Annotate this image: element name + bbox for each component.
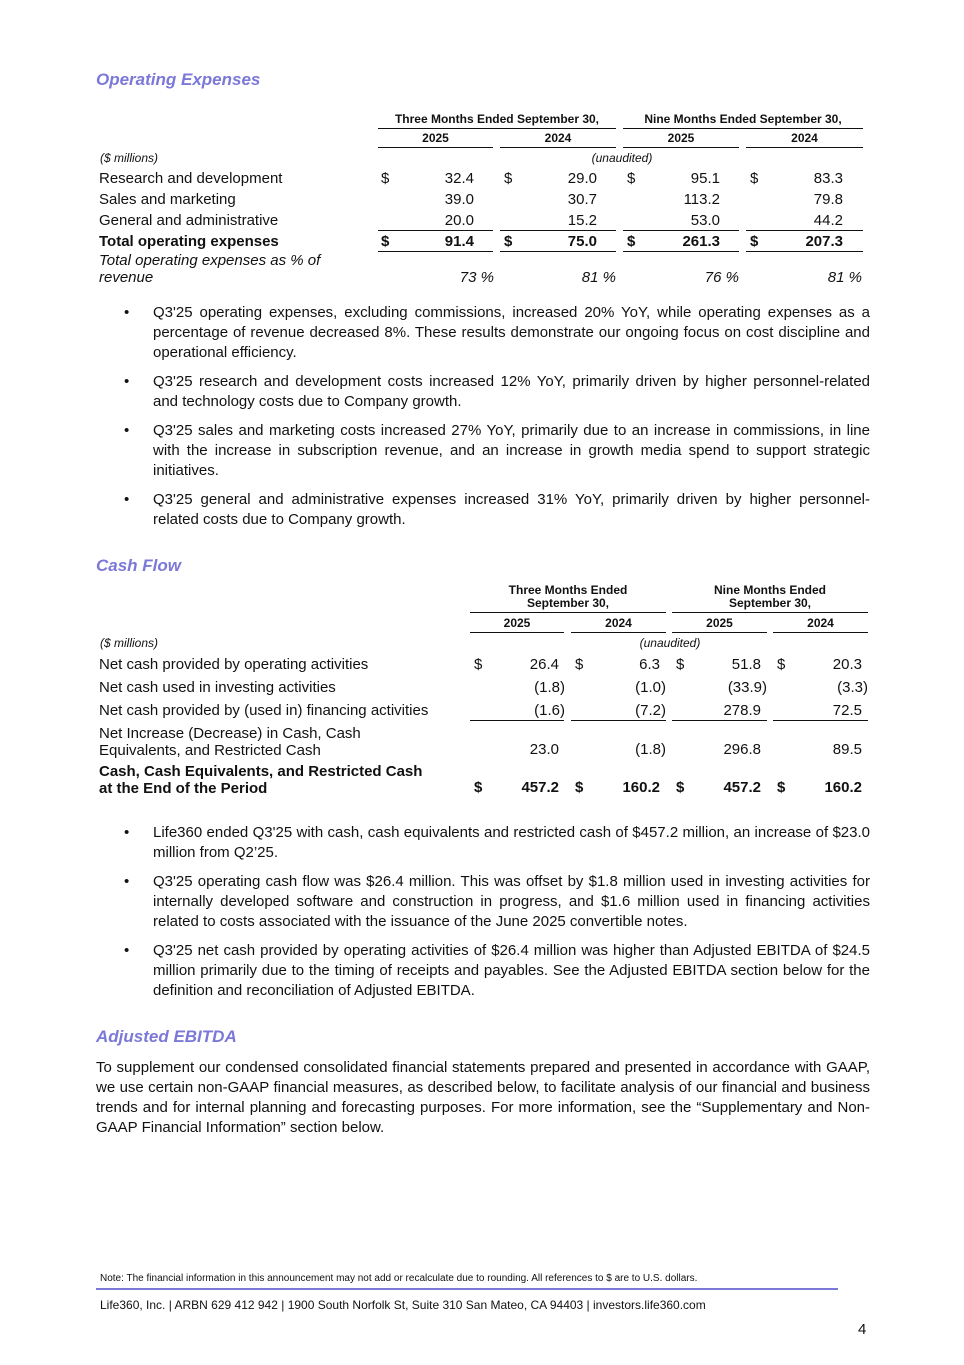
list-item: • Q3'25 operating cash flow was $26.4 million. This was offset by $1.8 million used in investing activities for internally developed software and construction in progress, and $1.6 million used in financing activities related to costs associated with the issuance of the June 2025 convertible notes. (124, 873, 870, 930)
opex-subtotal-rule (746, 230, 863, 231)
opex-pct-value: 81 % (581, 269, 616, 286)
opex-pct-value: 81 % (827, 269, 862, 286)
opex-value: 15.2 (567, 212, 597, 229)
opex-subtotal-rule (378, 230, 493, 231)
list-item: • Q3'25 operating expenses, excluding commissions, increased 20% YoY, while operating expenses as a percentage of revenue decreased 8%. These results demonstrate our ongoing focus on cost discipline and operational efficiency. (124, 304, 870, 361)
cashflow-total-value: 160.2 (622, 779, 660, 796)
opex-bullet-list (124, 303, 870, 539)
opex-year-header: 2025 (667, 131, 695, 145)
cashflow-year-rule (571, 632, 666, 633)
opex-pct-value: 76 % (704, 269, 739, 286)
opex-value: 20.0 (444, 212, 474, 229)
dollar-sign: $ (504, 170, 513, 187)
cashflow-total-value: 457.2 (521, 779, 559, 796)
bullet-icon: • (124, 491, 130, 508)
opex-pct-label: revenue (99, 269, 154, 286)
cashflow-bullet-list (124, 823, 870, 1010)
opex-value: 83.3 (813, 170, 843, 187)
cashflow-header-rule (470, 612, 666, 613)
opex-value: 32.4 (444, 170, 474, 187)
opex-row-label: Sales and marketing (99, 191, 236, 208)
cashflow-value: (1.8) (534, 679, 565, 696)
cashflow-value: 23.0 (529, 741, 559, 758)
ebitda-paragraph: To supplement our condensed consolidated financial statements prepared and presented in accordance with GAAP, we use certain non-GAAP financial measures, as described below, to facilitate analysis of our financial and business trends and for internal planning and forecasting purposes. For more information, see the “Supplementary and Non-GAAP Financial Information” section below. (96, 1059, 870, 1136)
opex-value: 113.2 (683, 191, 720, 208)
footnote: Note: The financial information in this announcement may not add or recalculate due to rounding. All references to $ are to U.S. dollars. (100, 1273, 698, 1284)
cashflow-year-header: 2024 (807, 616, 834, 630)
dollar-sign: $ (575, 656, 584, 673)
dollar-sign: $ (381, 233, 390, 250)
opex-value: 39.0 (444, 191, 474, 208)
bullet-icon: • (124, 304, 130, 321)
cashflow-value: 296.8 (723, 741, 761, 758)
cashflow-row-label: Net cash used in investing activities (99, 679, 336, 696)
opex-row-label: General and administrative (99, 212, 279, 229)
dollar-sign: $ (575, 779, 584, 796)
opex-total-value: 91.4 (444, 233, 474, 250)
opex-year-header: 2025 (422, 131, 449, 145)
opex-total-value: 207.3 (805, 233, 843, 250)
cashflow-value: 51.8 (731, 656, 761, 673)
cashflow-value: (1.0) (635, 679, 666, 696)
opex-year-rule (378, 147, 493, 148)
opex-year-rule (623, 147, 739, 148)
cashflow-value: 89.5 (832, 741, 862, 758)
opex-section-title: Operating Expenses (96, 70, 261, 89)
cashflow-row-label: Net Increase (Decrease) in Cash, Cash Equivalents, and Restricted Cash (99, 725, 361, 759)
bullet-icon: • (124, 873, 130, 890)
cashflow-subtotal-rule (571, 720, 666, 721)
bullet-icon: • (124, 373, 130, 390)
opex-pct-value: 73 % (459, 269, 494, 286)
opex-value: 44.2 (813, 212, 843, 229)
opex-col-group-three-months: Three Months Ended September 30, (394, 112, 600, 126)
list-item: • Q3'25 research and development costs increased 12% YoY, primarily driven by higher personnel-related and technology costs due to Company growth. (124, 373, 870, 410)
opex-value: 30.7 (567, 191, 597, 208)
list-item: • Q3'25 general and administrative expenses increased 31% YoY, primarily driven by higher personnel-related costs due to Company growth. (124, 491, 870, 528)
dollar-sign: $ (474, 779, 483, 796)
cashflow-year-header: 2025 (503, 616, 531, 630)
opex-value: 29.0 (567, 170, 597, 187)
opex-value: 53.0 (690, 212, 720, 229)
dollar-sign: $ (777, 656, 786, 673)
opex-pct-label: Total operating expenses as % of (99, 252, 321, 269)
cashflow-year-rule (773, 632, 868, 633)
cashflow-year-rule (470, 632, 564, 633)
cashflow-units-label: ($ millions) (100, 636, 159, 650)
cashflow-col-group-nine-months: Nine Months Ended September 30, (714, 583, 826, 610)
opex-total-value: 75.0 (567, 233, 597, 250)
dollar-sign: $ (777, 779, 786, 796)
opex-value: 79.8 (813, 191, 843, 208)
cashflow-value: (3.3) (837, 679, 868, 696)
bullet-icon: • (124, 824, 130, 841)
opex-total-rule (746, 251, 863, 252)
dollar-sign: $ (750, 170, 759, 187)
cashflow-section-title: Cash Flow (96, 556, 182, 575)
cashflow-value: 278.9 (723, 702, 761, 719)
cashflow-value: (33.9) (727, 679, 767, 696)
bullet-icon: • (124, 942, 130, 959)
cashflow-value: 6.3 (639, 656, 660, 673)
dollar-sign: $ (504, 233, 513, 250)
opex-value: 95.1 (690, 170, 720, 187)
cashflow-value: (7.2) (635, 702, 666, 719)
cashflow-value: 72.5 (832, 702, 862, 719)
opex-total-rule (500, 251, 616, 252)
cashflow-total-label: Cash, Cash Equivalents, and Restricted Cash at the End of the Period (99, 763, 423, 797)
opex-total-value: 261.3 (682, 233, 720, 250)
dollar-sign: $ (676, 656, 685, 673)
cashflow-row-label: Net cash provided by operating activities (99, 656, 369, 673)
opex-total-label: Total operating expenses (99, 233, 279, 250)
dollar-sign: $ (627, 170, 636, 187)
cashflow-year-header: 2025 (706, 616, 733, 630)
cashflow-subtotal-rule (773, 720, 868, 721)
cashflow-header-rule (672, 612, 868, 613)
dollar-sign: $ (381, 170, 390, 187)
list-item: • Life360 ended Q3'25 with cash, cash equivalents and restricted cash of $457.2 million, an increase of $23.0 million from Q2’25. (124, 824, 870, 861)
opex-year-header: 2024 (791, 131, 818, 145)
opex-units-label: ($ millions) (100, 151, 159, 165)
opex-total-rule (623, 251, 739, 252)
cashflow-col-group-three-months: Three Months Ended September 30, (508, 583, 628, 610)
cashflow-subtotal-rule (470, 720, 564, 721)
opex-year-rule (746, 147, 863, 148)
cashflow-subtotal-rule (672, 720, 767, 721)
opex-year-header: 2024 (544, 131, 572, 145)
cashflow-year-header: 2024 (605, 616, 632, 630)
footer-company-info: Life360, Inc. | ARBN 629 412 942 | 1900 South Norfolk St, Suite 310 San Mateo, CA 94403 | investors.life360.com (100, 1298, 706, 1312)
cashflow-year-rule (672, 632, 767, 633)
list-item: • Q3'25 sales and marketing costs increased 27% YoY, primarily due to an increase in commissions, in line with the increase in subscription revenue, and an increase in growth media spend to support strategic initiatives. (124, 422, 870, 479)
ebitda-section-title: Adjusted EBITDA (96, 1027, 237, 1046)
opex-unaudited-label: (unaudited) (591, 151, 653, 165)
opex-row-label: Research and development (99, 170, 283, 187)
bullet-icon: • (124, 422, 130, 439)
opex-col-group-nine-months: Nine Months Ended September 30, (644, 112, 842, 126)
cashflow-value: 20.3 (832, 656, 862, 673)
opex-subtotal-rule (623, 230, 739, 231)
dollar-sign: $ (750, 233, 759, 250)
cashflow-total-value: 160.2 (824, 779, 862, 796)
dollar-sign: $ (627, 233, 636, 250)
cashflow-row-label: Net cash provided by (used in) financing activities (99, 702, 429, 719)
opex-subtotal-rule (500, 230, 616, 231)
opex-total-rule (378, 251, 493, 252)
cashflow-value: (1.6) (534, 702, 565, 719)
opex-header-rule (623, 128, 863, 129)
cashflow-unaudited-label: (unaudited) (639, 636, 701, 650)
cashflow-total-value: 457.2 (723, 779, 761, 796)
cashflow-value: (1.8) (635, 741, 666, 758)
dollar-sign: $ (474, 656, 483, 673)
opex-header-rule (378, 128, 616, 129)
footer-divider (96, 1288, 838, 1290)
opex-year-rule (500, 147, 616, 148)
list-item: • Q3'25 net cash provided by operating activities of $26.4 million was higher than Adjusted EBITDA of $24.5 million primarily due to the timing of receipts and payables. See the Adjusted EBITDA section below for the definition and reconciliation of Adjusted EBITDA. (124, 942, 870, 999)
dollar-sign: $ (676, 779, 685, 796)
page-number: 4 (858, 1321, 867, 1338)
cashflow-value: 26.4 (529, 656, 559, 673)
